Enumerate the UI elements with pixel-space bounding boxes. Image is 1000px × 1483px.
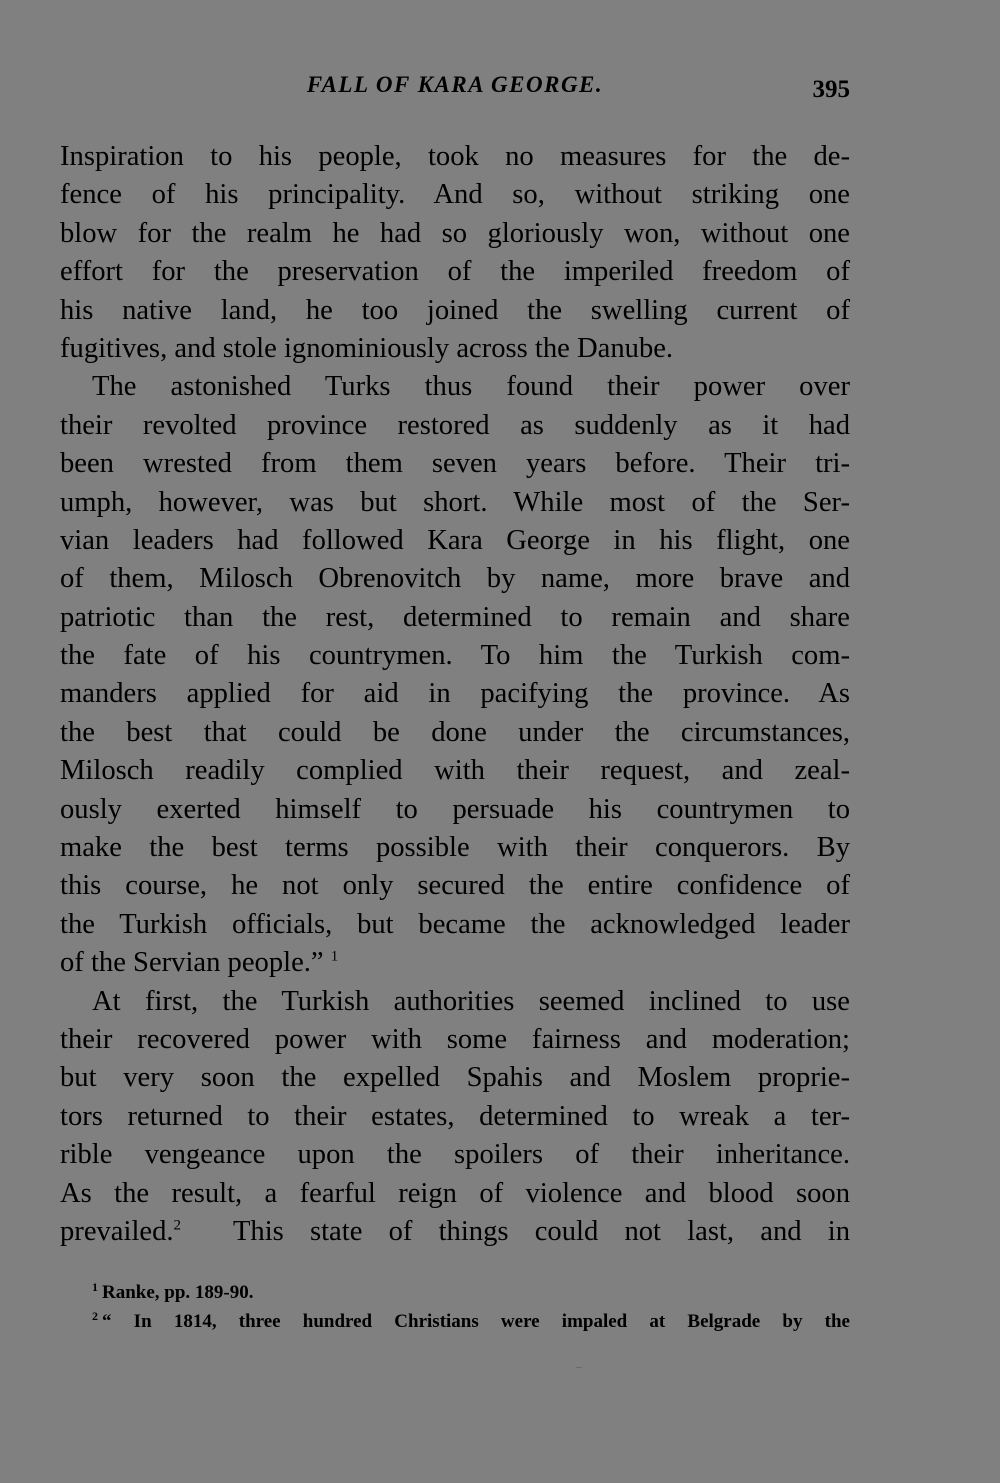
footnote-marker: 1 [92,1279,98,1294]
footnote-text: Ranke, pp. 189-90. [102,1282,254,1303]
text-line: this course, he not only secured the entire confidence of [60,870,850,902]
text-line: been wrested from them seven years before. Their tri- [60,448,850,480]
text-line: As the result, a fearful reign of violence and blood soon [60,1177,850,1209]
text-line: of them, Milosch Obrenovitch by name, more brave and [60,563,850,595]
text-line: patriotic than the rest, determined to remain and share [60,601,850,633]
text-line: but very soon the expelled Spahis and Moslem proprie- [60,1062,850,1094]
running-head [60,72,850,106]
page-number: 395 [812,76,850,103]
scan-speck [576,1367,582,1368]
text-line-content: prevailed. [60,1215,174,1247]
text-line: blow for the realm he had so gloriously won, without one [60,217,850,249]
footnotes [60,1278,850,1336]
text-line: their recovered power with some fairness and moderation; [60,1023,850,1055]
footnote-text: “ In 1814, three hundred Christians were impaled at Belgrade by the [102,1311,850,1332]
text-line: fugitives, and stole ignominiously across the Danube. [60,332,674,364]
body-text [60,138,850,1251]
text-line: rible vengeance upon the spoilers of their inheritance. [60,1139,850,1171]
text-line: fence of his principality. And so, without striking one [60,179,850,211]
text-line: At first, the Turkish authorities seemed inclined to use [92,985,850,1017]
text-line: Milosch readily complied with their request, and zeal- [60,755,850,787]
text-line: umph, however, was but short. While most of the Ser- [60,486,850,518]
text-line: the best that could be done under the circumstances, [60,716,850,748]
text-line: the Turkish officials, but became the acknowledged leader [60,908,850,940]
text-line-content: This state of things could not last, and in [232,1215,851,1247]
footnote [60,1278,850,1307]
footnote-reference: 1 [330,948,339,965]
text-line: manders applied for aid in pacifying the province. As [60,678,850,710]
footnote-reference: 2 [173,1217,182,1234]
chapter-running-title: FALL OF KARA GEORGE. [306,72,604,97]
text-line: Inspiration to his people, took no measures for the de- [60,141,850,172]
text-line: tors returned to their estates, determined to wreak a ter- [60,1100,850,1132]
text-line-with-note [60,1213,850,1251]
text-line: vian leaders had followed Kara George in his flight, one [60,524,850,556]
text-line: his native land, he too joined the swelling current of [60,294,850,326]
text-line: The astonished Turks thus found their power over [92,371,850,403]
footnote [60,1307,850,1336]
text-line-content: of the Servian people.” [60,947,324,979]
text-line: their revolted province restored as suddenly as it had [60,409,850,441]
text-line: ously exerted himself to persuade his countrymen to [60,793,850,825]
footnote-marker: 2 [92,1308,98,1323]
text-line: effort for the preservation of the imperiled freedom of [60,256,850,288]
text-line-with-note [60,944,850,982]
text-line: make the best terms possible with their conquerors. By [60,832,850,864]
text-line: the fate of his countrymen. To him the Turkish com- [60,640,850,672]
